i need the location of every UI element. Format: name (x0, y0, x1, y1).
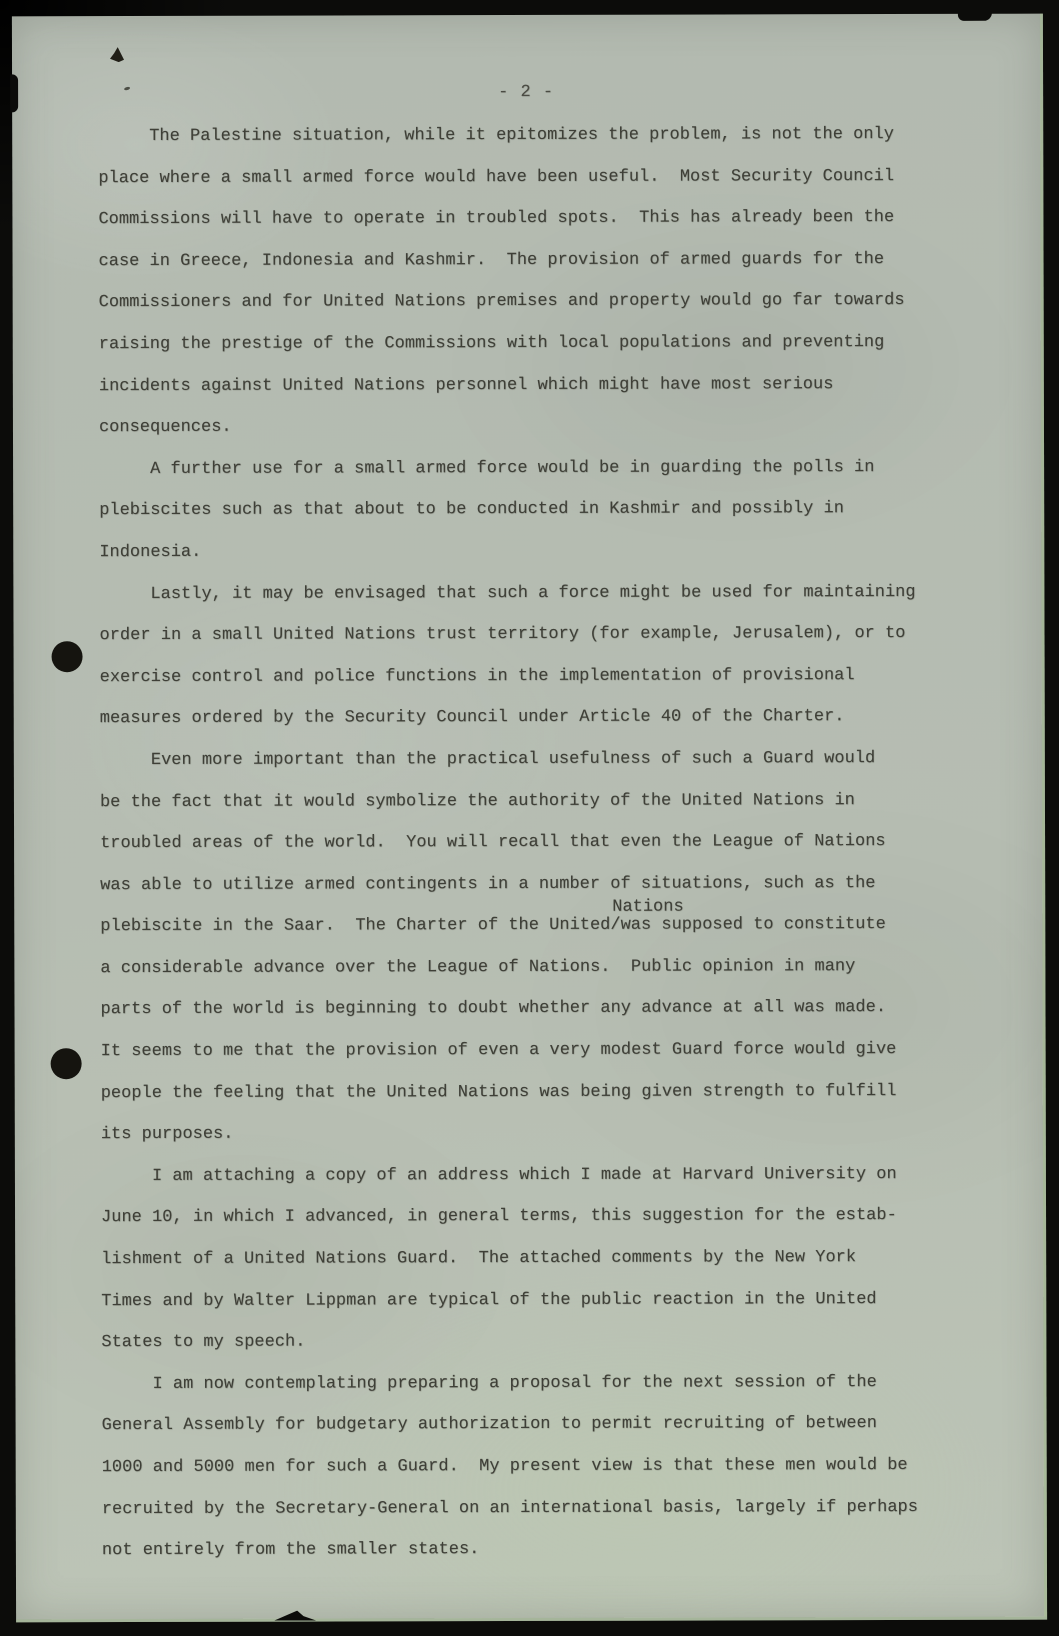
typed-line: States to my speech. (101, 1332, 306, 1353)
typed-line: exercise control and police functions in the implementation of provisional (99, 665, 855, 687)
typed-line: was able to utilize armed contingents in a number of situations, such as the (100, 873, 876, 895)
hole-punch-dot-top (52, 641, 83, 672)
typed-line: be the fact that it would symbolize the authority of the United Nations in (99, 790, 855, 812)
typed-line: plebiscite in the Saar. The Charter of the United/was supposed to constitute (100, 915, 886, 937)
typed-line: people the feeling that the United Nations was being given strength to fulfill (100, 1081, 897, 1103)
typed-line: Lastly, it may be envisaged that such a force might be used for maintaining (99, 582, 916, 604)
typed-line: a considerable advance over the League of Nations. Public opinion in many (100, 957, 856, 978)
paper-page (12, 14, 1047, 1623)
typed-line: measures ordered by the Security Council under Article 40 of the Charter. (99, 707, 845, 729)
typed-line: troubled areas of the world. You will recall that even the League of Nations (100, 832, 886, 854)
typed-line: Times and by Walter Lippman are typical of the public reaction in the United (101, 1289, 877, 1311)
hole-punch-dot-bottom (51, 1048, 82, 1079)
paper-tear-bottom (274, 1611, 316, 1621)
typed-line: lishment of a United Nations Guard. The attached comments by the New York (101, 1248, 857, 1270)
typed-line: A further use for a small armed force would be in guarding the polls in (99, 457, 875, 479)
typed-line: not entirely from the smaller states. (101, 1540, 480, 1561)
typed-line: its purposes. (100, 1125, 234, 1145)
typed-line: order in a small United Nations trust territory (for example, Jerusalem), or to (99, 624, 906, 646)
typed-line: plebiscites such as that about to be conducted in Kashmir and possibly in (99, 499, 844, 521)
typed-line: I am now contemplating preparing a proposal for the next session of the (101, 1372, 877, 1394)
typed-line: June 10, in which I advanced, in general terms, this suggestion for the estab- (101, 1206, 897, 1228)
typed-line: The Palestine situation, while it epitomizes the problem, is not the only (98, 125, 894, 147)
typed-line: Indonesia. (99, 542, 202, 563)
typed-line: place where a small armed force would have been useful. Most Security Council (98, 166, 895, 188)
typed-line: 1000 and 5000 men for such a Guard. My present view is that these men would be (101, 1456, 908, 1478)
typed-line: incidents against United Nations personnel which might have most serious (98, 374, 834, 396)
typed-line: Commissioners and for United Nations premises and property would go far towards (98, 291, 905, 313)
typed-line: parts of the world is beginning to doubt whether any advance at all was made. (100, 998, 887, 1020)
paper-notch-top (958, 12, 992, 21)
typed-line: Even more important than the practical usefulness of such a Guard would (99, 749, 876, 771)
typed-line: recruited by the Secretary-General on an international basis, largely if perhaps (101, 1497, 918, 1519)
page-number: - 2 - (498, 82, 555, 103)
typed-lines (98, 114, 918, 1572)
typed-line: consequences. (98, 417, 232, 438)
typed-line: It seems to me that the provision of even a very modest Guard force would give (100, 1040, 897, 1062)
interlinear-insertion: Nations (612, 897, 684, 917)
typed-line: raising the prestige of the Commissions with local populations and preventing (98, 333, 885, 355)
typed-line: Commissions will have to operate in troubled spots. This has already been the (98, 208, 895, 230)
typed-line: General Assembly for budgetary authorization to permit recruiting of between (101, 1414, 877, 1436)
typed-line: I am attaching a copy of an address which I made at Harvard University on (100, 1164, 897, 1186)
typed-line: case in Greece, Indonesia and Kashmir. The provision of armed guards for the (98, 249, 885, 271)
ink-blot (110, 47, 124, 62)
